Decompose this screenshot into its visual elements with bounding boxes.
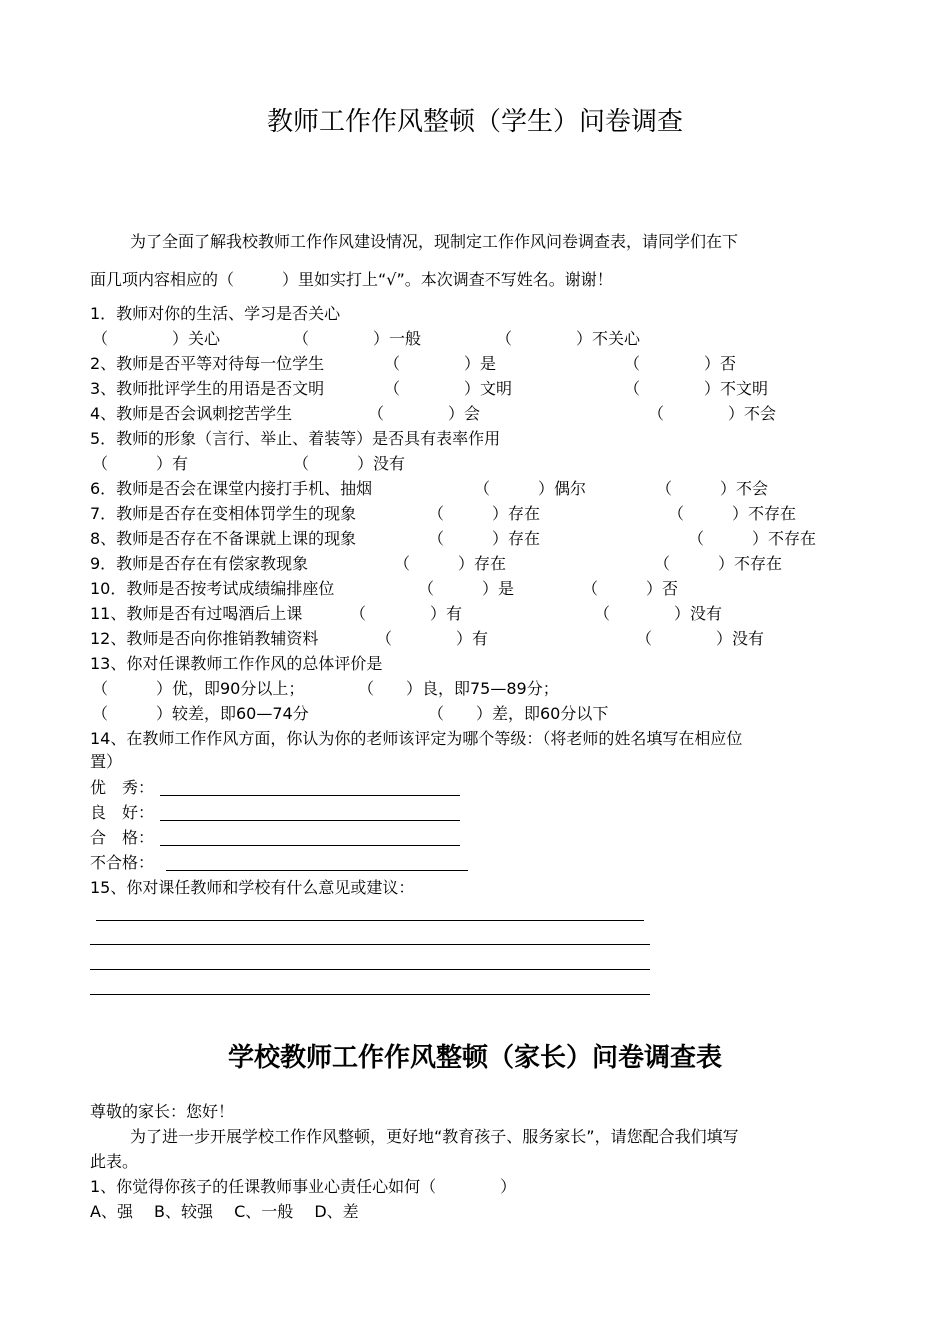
q13-option-excellent[interactable]: （ ）优，即90分以上； <box>92 679 305 698</box>
q13-option-fair[interactable]: （ ）较差，即60—74分 <box>92 704 309 723</box>
q2-option-1[interactable]: （ ）是 <box>384 354 497 373</box>
grade-label-excellent: 优 秀： <box>90 778 155 797</box>
question-7: 7．教师是否存在变相体罚学生的现象 <box>90 504 357 523</box>
q1-option-1[interactable]: （ ）关心 <box>92 329 221 348</box>
q7-option-1[interactable]: （ ）存在 <box>428 504 541 523</box>
grade-blank-pass[interactable] <box>160 845 460 846</box>
question-11: 11、教师是否有过喝酒后上课 <box>90 604 303 623</box>
suggestion-line-4[interactable] <box>90 994 650 995</box>
q13-option-poor[interactable]: （ ）差，即60分以下 <box>428 704 609 723</box>
q10-option-2[interactable]: （ ）否 <box>582 579 679 598</box>
grade-label-pass: 合 格： <box>90 828 155 847</box>
question-14-line-1: 14、在教师工作作风方面，你认为你的老师该评定为哪个等级：（将老师的姓名填写在相应位 <box>90 729 743 748</box>
parent-question-1: 1、你觉得你孩子的任课教师事业心责任心如何（ ） <box>90 1177 517 1196</box>
parent-intro-line-2: 此表。 <box>90 1152 139 1171</box>
question-10: 10．教师是否按考试成绩编排座位 <box>90 579 335 598</box>
question-13: 13、你对任课教师工作作风的总体评价是 <box>90 654 383 673</box>
q6-option-1[interactable]: （ ）偶尔 <box>474 479 587 498</box>
q12-option-1[interactable]: （ ）有 <box>376 629 489 648</box>
q8-option-1[interactable]: （ ）存在 <box>428 529 541 548</box>
question-6: 6．教师是否会在课堂内接打手机、抽烟 <box>90 479 373 498</box>
parent-intro-line-1: 为了进一步开展学校工作作风整顿，更好地“教育孩子、服务家长”，请您配合我们填写 <box>130 1127 739 1146</box>
grade-blank-good[interactable] <box>160 820 460 821</box>
q1-option-2[interactable]: （ ）一般 <box>293 329 422 348</box>
q4-option-2[interactable]: （ ）不会 <box>648 404 777 423</box>
q11-option-1[interactable]: （ ）有 <box>350 604 463 623</box>
grade-blank-excellent[interactable] <box>160 795 460 796</box>
question-15: 15、你对课任教师和学校有什么意见或建议： <box>90 878 415 897</box>
q3-option-2[interactable]: （ ）不文明 <box>624 379 769 398</box>
question-8: 8、教师是否存在不备课就上课的现象 <box>90 529 357 548</box>
student-intro-line-1: 为了全面了解我校教师工作作风建设情况，现制定工作作风问卷调查表，请同学们在下 <box>130 232 739 251</box>
parent-q1-options[interactable]: A、强 B、较强 C、一般 D、差 <box>90 1202 359 1221</box>
grade-label-fail: 不合格： <box>90 853 155 872</box>
q1-option-3[interactable]: （ ）不关心 <box>496 329 641 348</box>
grade-label-good: 良 好： <box>90 803 155 822</box>
suggestion-line-2[interactable] <box>90 944 650 945</box>
q10-option-1[interactable]: （ ）是 <box>418 579 515 598</box>
q5-option-1[interactable]: （ ）有 <box>92 454 189 473</box>
q6-option-2[interactable]: （ ）不会 <box>656 479 769 498</box>
parent-survey-title: 学校教师工作作风整顿（家长）问卷调查表 <box>227 1043 722 1073</box>
q9-option-1[interactable]: （ ）存在 <box>394 554 507 573</box>
q13-option-good[interactable]: （ ）良，即75—89分； <box>358 679 559 698</box>
question-5: 5．教师的形象（言行、举止、着装等）是否具有表率作用 <box>90 429 501 448</box>
student-intro-line-2: 面几项内容相应的（ ）里如实打上“√”。本次调查不写姓名。谢谢！ <box>90 270 613 289</box>
q12-option-2[interactable]: （ ）没有 <box>636 629 765 648</box>
parent-greeting: 尊敬的家长：您好！ <box>90 1102 235 1121</box>
suggestion-line-3[interactable] <box>90 969 650 970</box>
question-12: 12、教师是否向你推销教辅资料 <box>90 629 319 648</box>
grade-blank-fail[interactable] <box>166 870 468 871</box>
suggestion-line-1[interactable] <box>96 920 644 921</box>
q3-option-1[interactable]: （ ）文明 <box>384 379 513 398</box>
q8-option-2[interactable]: （ ）不存在 <box>688 529 817 548</box>
q9-option-2[interactable]: （ ）不存在 <box>654 554 783 573</box>
q11-option-2[interactable]: （ ）没有 <box>594 604 723 623</box>
q5-option-2[interactable]: （ ）没有 <box>293 454 406 473</box>
q4-option-1[interactable]: （ ）会 <box>368 404 481 423</box>
question-9: 9．教师是否存在有偿家教现象 <box>90 554 309 573</box>
question-3: 3、教师批评学生的用语是否文明 <box>90 379 325 398</box>
student-survey-title: 教师工作作风整顿（学生）问卷调查 <box>266 107 683 137</box>
question-1: 1．教师对你的生活、学习是否关心 <box>90 304 341 323</box>
q7-option-2[interactable]: （ ）不存在 <box>668 504 797 523</box>
question-14-line-2: 置） <box>90 752 123 771</box>
q2-option-2[interactable]: （ ）否 <box>624 354 737 373</box>
question-2: 2、教师是否平等对待每一位学生 <box>90 354 325 373</box>
question-4: 4、教师是否会讽刺挖苦学生 <box>90 404 293 423</box>
